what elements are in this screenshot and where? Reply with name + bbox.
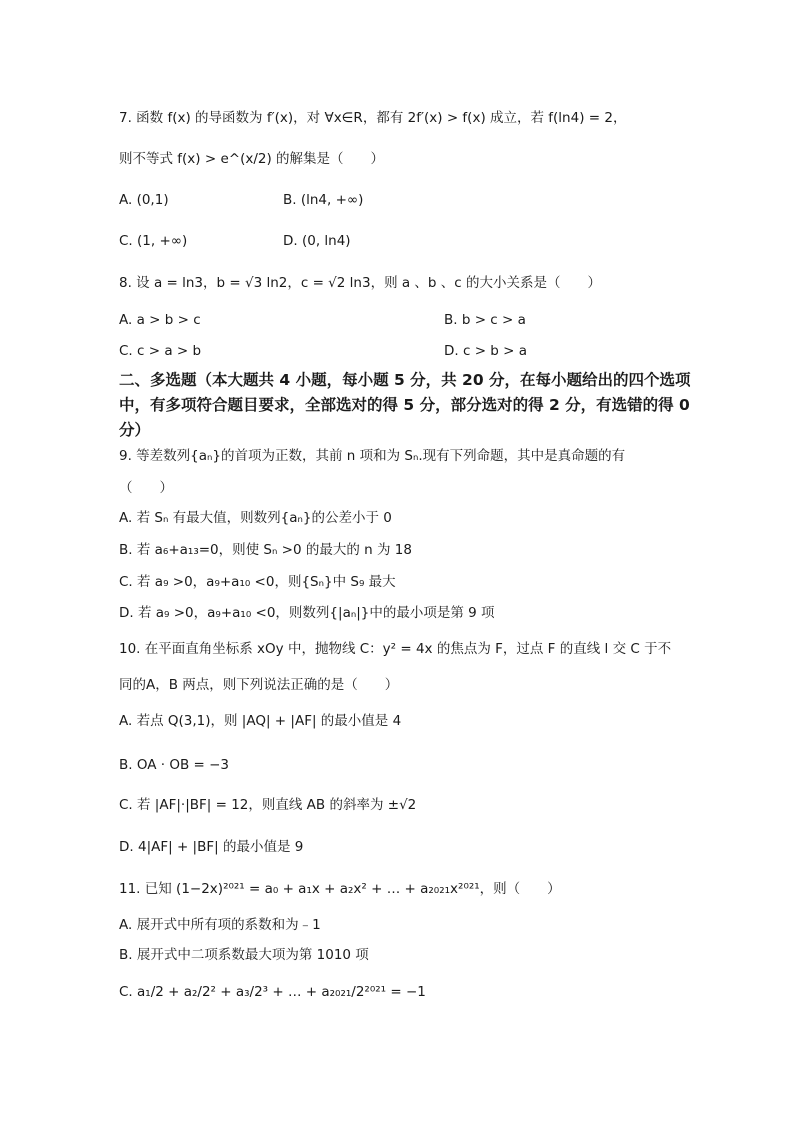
q7-stem-line1: 7. 函数 f(x) 的导函数为 f′(x)，对 ∀x∈R，都有 2f′(x) > f(x) 成立，若 f(ln4) = 2，	[119, 110, 627, 126]
q11-option-b: B. 展开式中二项系数最大项为第 1010 项	[119, 947, 369, 963]
section-heading-multiple-choice: 二、多选题（本大题共 4 小题，每小题 5 分，共 20 分，在每小题给出的四个选项中，有多项符合题目要求，全部选对的得 5 分，部分选对的得 2 分，有选错的得 0 分）	[119, 371, 691, 439]
q10-stem-line2: 同的A，B 两点，则下列说法正确的是（ ）	[119, 677, 399, 693]
q10-option-a: A. 若点 Q(3,1)，则 |AQ| + |AF| 的最小值是 4	[119, 713, 402, 729]
q7-option-a: A. (0,1)	[119, 192, 169, 208]
q8-option-b: B. b > c > a	[444, 312, 526, 328]
q10-option-b: B. OA · OB = −3	[119, 757, 230, 773]
q11-option-a: A. 展开式中所有项的系数和为﹣1	[119, 917, 321, 933]
q9-option-b: B. 若 a₆+a₁₃=0，则使 Sₙ >0 的最大的 n 为 18	[119, 542, 412, 558]
q9-stem-line2: （ ）	[119, 480, 173, 496]
q8-option-d: D. c > b > a	[444, 343, 528, 359]
q10-stem-line1: 10. 在平面直角坐标系 xOy 中，抛物线 C：y² = 4x 的焦点为 F，过点 F 的直线 l 交 C 于不	[119, 641, 672, 657]
q8-stem: 8. 设 a = ln3，b = √3 ln2，c = √2 ln3，则 a 、b 、c 的大小关系是（ ）	[119, 275, 601, 291]
q9-stem-line1: 9. 等差数列{aₙ}的首项为正数，其前 n 项和为 Sₙ.现有下列命题，其中是真命题的有	[119, 448, 626, 464]
q7-option-c: C. (1, +∞)	[119, 233, 188, 249]
q10-option-c: C. 若 |AF|·|BF| = 12，则直线 AB 的斜率为 ±√2	[119, 797, 417, 813]
q11-option-c: C. a₁/2 + a₂/2² + a₃/2³ + … + a₂₀₂₁/2²⁰²¹ = −1	[119, 984, 426, 1000]
q9-option-a: A. 若 Sₙ 有最大值，则数列{aₙ}的公差小于 0	[119, 510, 392, 526]
q9-option-c: C. 若 a₉ >0，a₉+a₁₀ <0，则{Sₙ}中 S₉ 最大	[119, 574, 396, 590]
q8-option-a: A. a > b > c	[119, 312, 201, 328]
q7-stem-line2: 则不等式 f(x) > e^(x/2) 的解集是（ ）	[119, 151, 385, 167]
q9-option-d: D. 若 a₉ >0，a₉+a₁₀ <0，则数列{|aₙ|}中的最小项是第 9 项	[119, 605, 495, 621]
q7-option-d: D. (0, ln4)	[283, 233, 351, 249]
q11-stem: 11. 已知 (1−2x)²⁰²¹ = a₀ + a₁x + a₂x² + … + a₂₀₂₁x²⁰²¹，则（ ）	[119, 881, 561, 897]
q8-option-c: C. c > a > b	[119, 343, 202, 359]
q10-option-d: D. 4|AF| + |BF| 的最小值是 9	[119, 839, 304, 855]
q7-option-b: B. (ln4, +∞)	[283, 192, 364, 208]
